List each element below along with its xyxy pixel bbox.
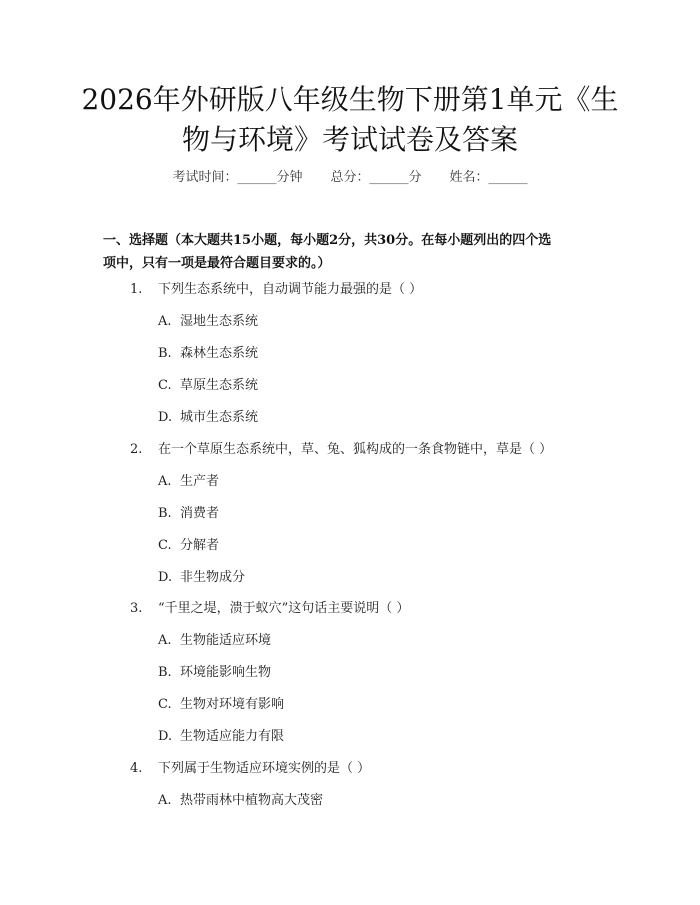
question-3-option-b <box>158 663 271 683</box>
option-text: 环境能影响生物 <box>180 665 272 680</box>
option-letter: A. <box>158 793 172 808</box>
option-text: 非生物成分 <box>180 570 246 585</box>
option-text: 生物能适应环境 <box>180 633 272 648</box>
exam-time: 考试时间：______分钟 <box>172 170 303 185</box>
exam-title-line-1: 2026年外研版八年级生物下册第1单元《生 <box>81 83 619 116</box>
option-letter: D. <box>158 410 173 425</box>
option-text: 草原生态系统 <box>180 378 259 393</box>
option-letter: C. <box>158 378 172 393</box>
question-text: 下列属于生物适应环境实例的是（ ） <box>158 761 371 776</box>
question-1-option-c <box>158 376 258 396</box>
option-text: 热带雨林中植物高大茂密 <box>180 793 324 808</box>
option-text: 生物对环境有影响 <box>180 697 285 712</box>
question-text: 下列生态系统中，自动调节能力最强的是（ ） <box>158 282 423 297</box>
option-letter: A. <box>158 314 172 329</box>
exam-title <box>60 80 640 160</box>
option-text: 生产者 <box>180 474 220 489</box>
section-heading-line-2: 项中，只有一项是最符合题目要求的。） <box>103 256 331 271</box>
question-text: “千里之堤，溃于蚁穴”这句话主要说明（ ） <box>158 601 410 616</box>
exam-student-name: 姓名：______ <box>449 170 528 185</box>
option-text: 消费者 <box>180 506 220 521</box>
option-letter: D. <box>158 729 173 744</box>
option-text: 森林生态系统 <box>180 346 259 361</box>
option-letter: B. <box>158 665 172 680</box>
question-2-option-d <box>158 568 245 588</box>
question-2-option-c <box>158 536 219 556</box>
exam-total-score: 总分：______分 <box>330 170 422 185</box>
question-4-option-a <box>158 791 323 811</box>
option-text: 湿地生态系统 <box>180 314 259 329</box>
option-text: 分解者 <box>180 538 220 553</box>
option-text: 城市生态系统 <box>180 410 259 425</box>
option-letter: C. <box>158 697 172 712</box>
question-2-option-a <box>158 472 219 492</box>
question-number: 3. <box>130 601 143 616</box>
exam-title-line-2: 物与环境》考试试卷及答案 <box>181 123 518 156</box>
option-letter: B. <box>158 506 172 521</box>
option-text: 生物适应能力有限 <box>180 729 285 744</box>
question-1-option-b <box>158 344 258 364</box>
option-letter: B. <box>158 346 172 361</box>
question-number: 4. <box>130 761 143 776</box>
question-1-option-d <box>158 408 258 428</box>
option-letter: C. <box>158 538 172 553</box>
option-letter: A. <box>158 633 172 648</box>
question-3-option-a <box>158 631 271 651</box>
exam-info-line <box>0 168 700 188</box>
question-1-option-a <box>158 312 258 332</box>
option-letter: A. <box>158 474 172 489</box>
section-heading <box>103 229 603 275</box>
question-2-option-b <box>158 504 219 524</box>
section-heading-line-1: 一、选择题（本大题共15小题，每小题2分，共30分。在每小题列出的四个选 <box>103 233 552 248</box>
question-text: 在一个草原生态系统中，草、兔、狐构成的一条食物链中，草是（ ） <box>158 442 553 457</box>
question-3-option-c <box>158 695 284 715</box>
question-number: 2. <box>130 442 143 457</box>
question-number: 1. <box>130 282 143 297</box>
option-letter: D. <box>158 570 173 585</box>
question-3-option-d <box>158 727 284 747</box>
